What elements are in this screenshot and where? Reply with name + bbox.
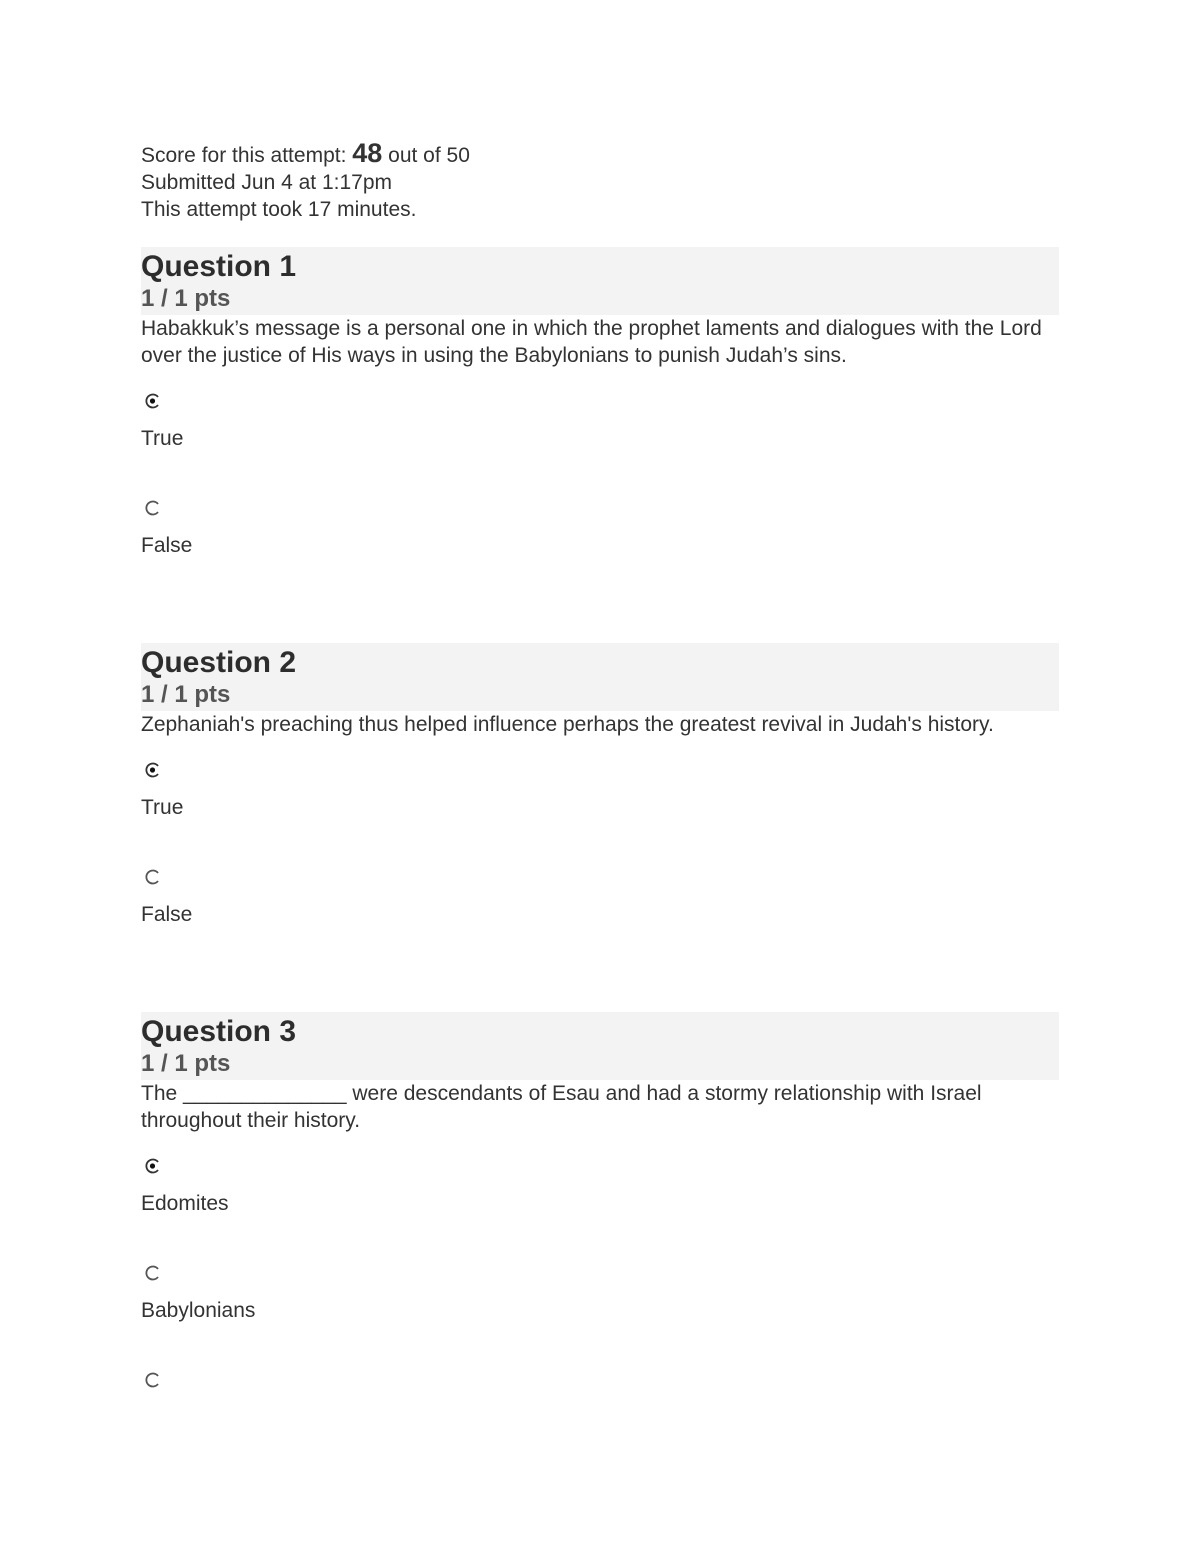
score-value: 48 <box>352 138 383 168</box>
score-suffix: out of 50 <box>388 144 470 167</box>
question-header <box>141 643 1059 711</box>
radio-unselected-icon[interactable] <box>145 1372 161 1388</box>
question-title: Question 1 <box>141 250 297 283</box>
answer-option[interactable] <box>141 1134 1059 1241</box>
question-points: 1 / 1 pts <box>141 681 231 708</box>
answer-option[interactable] <box>141 476 1059 583</box>
answer-option[interactable] <box>141 1241 1059 1348</box>
answer-option[interactable] <box>141 738 1059 845</box>
attempt-summary <box>141 140 1059 223</box>
score-line <box>141 140 1059 169</box>
answer-label: Babylonians <box>141 1299 256 1322</box>
question-title: Question 3 <box>141 1015 297 1048</box>
answer-option[interactable] <box>141 1348 1059 1455</box>
question-title: Question 2 <box>141 646 297 679</box>
question-points: 1 / 1 pts <box>141 285 231 312</box>
question-header <box>141 1012 1059 1080</box>
question-header <box>141 247 1059 315</box>
answer-label: Edomites <box>141 1192 229 1215</box>
duration-line: This attempt took 17 minutes. <box>141 198 417 221</box>
answer-label: True <box>141 427 184 450</box>
radio-unselected-icon[interactable] <box>145 869 161 885</box>
answer-label: True <box>141 796 184 819</box>
answer-label: False <box>141 534 193 557</box>
radio-unselected-icon[interactable] <box>145 1265 161 1281</box>
submitted-line: Submitted Jun 4 at 1:17pm <box>141 171 392 194</box>
answer-label: False <box>141 903 193 926</box>
answer-option[interactable] <box>141 369 1059 476</box>
question-text: Habakkuk’s message is a personal one in which the prophet laments and dialogues with the Lord over the justice of His ways in using the Babylonians to punish Judah’s sins. <box>141 317 1042 367</box>
radio-selected-icon[interactable] <box>145 762 161 778</box>
radio-selected-icon[interactable] <box>145 1158 161 1174</box>
question-text: Zephaniah's preaching thus helped influence perhaps the greatest revival in Judah's history. <box>141 713 994 736</box>
radio-selected-icon[interactable] <box>145 393 161 409</box>
question-2 <box>141 643 1059 952</box>
question-1 <box>141 247 1059 583</box>
quiz-results-page <box>141 140 1059 1455</box>
question-points: 1 / 1 pts <box>141 1050 231 1077</box>
score-label: Score for this attempt: <box>141 144 347 167</box>
question-text: The ______________ were descendants of Esau and had a stormy relationship with Israel throughout their history. <box>141 1082 982 1132</box>
answer-option[interactable] <box>141 845 1059 952</box>
question-3 <box>141 1012 1059 1455</box>
radio-unselected-icon[interactable] <box>145 500 161 516</box>
